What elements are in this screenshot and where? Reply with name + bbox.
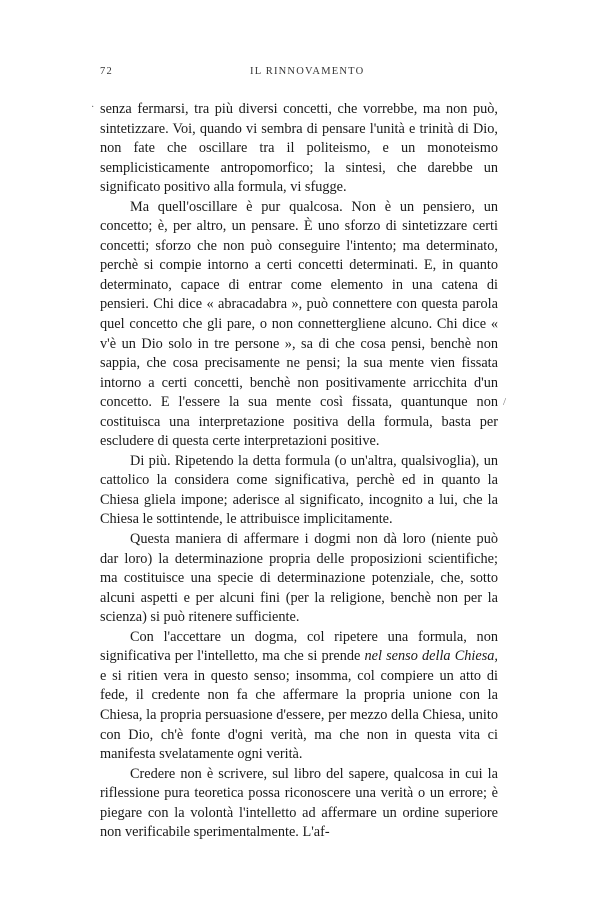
body-text [100,100,498,843]
paragraph-5-text-after: e si ritien vera in questo senso; insomma, col compiere un atto di fede, il credente non fa che affermare la propria unione con la Chiesa, la propria persuasione d'essere, per mezzo della Chiesa, unito con Dio, ch'è fonte d'ogni verità, ma che non in questa vita ci manifesta svelatamente ogni verità. [100,667,498,763]
running-title: IL RINNOVAMENTO [250,66,365,77]
paragraph-5 [100,628,498,765]
paragraph-6: Credere non è scrivere, sul libro del sapere, qualcosa in cui la riflessione pura teoretica possa riconoscere una verità o un errore; è piegare con la volontà l'intelletto ad affermare un ordine superiore non verificabile sperimentalmente. L'af- [100,765,498,841]
paragraph-4: Questa maniera di affermare i dogmi non dà loro (niente può dar loro) la determinazione propria delle proposizioni scientifiche; ma costituisce una specie di determinazione potenziale, che, sotto alcuni aspetti e per alcuni fini (per la religione, benchè non per la scienza) si può ritenere sufficiente. [100,531,498,626]
running-header [100,66,498,82]
paragraph-1: senza fermarsi, tra più diversi concetti, che vorrebbe, ma non può, sintetizzare. Voi, quando vi sembra di pensare l'unità e trinità di Dio, non fate che oscillare tra il politeismo, e un monoteismo semplicisticamente antropomorfico; la sintesi, che darebbe un significato positivo alla formula, vi sfugge. [100,101,498,196]
margin-mark-right: / [503,396,507,408]
page-number: 72 [100,66,113,77]
paragraph-3: Di più. Ripetendo la detta formula (o un'altra, qualsivoglia), un cattolico la considera come significativa, perchè ed in quanto la Chiesa gliela impone; aderisce al significato, incognito a lui, che la Chiesa le sottintende, le attribuisce implicitamente. [100,452,498,528]
margin-mark-left: · [91,102,95,113]
paragraph-5-text-before: Con l'accettare un dogma, col ripetere una formula, non significativa per l'intelletto, ma che si prende [100,628,498,665]
paragraph-5-italic-phrase: nel senso della Chiesa, [364,648,498,665]
paragraph-2: Ma quell'oscillare è pur qualcosa. Non è un pensiero, un concetto; è, per altro, un pensare. È uno sforzo di sintetizzare certi concetti; sforzo che non può conseguire l'intento; ma determinato, perchè si compie intorno a certi concetti determinati. E, in quanto determinato, capace di entrar come elemento in una catena di pensieri. Chi dice « abracadabra », può connettere con questa parola quel concetto che gli pare, o non connettergliene alcuno. Chi dice « v'è un Dio solo in tre persone », sa di che cosa pensi, benchè non sappia, che cosa precisamente ne pensi; la sua mente vien fissata intorno a certi concetti, benchè non positivamente arricchita d'un concetto. E l'essere la sua mente così fissata, quantunque non costituisca una interpretazione positiva della formula, basta per escludere di questa certe interpretazioni positive. [100,198,498,450]
